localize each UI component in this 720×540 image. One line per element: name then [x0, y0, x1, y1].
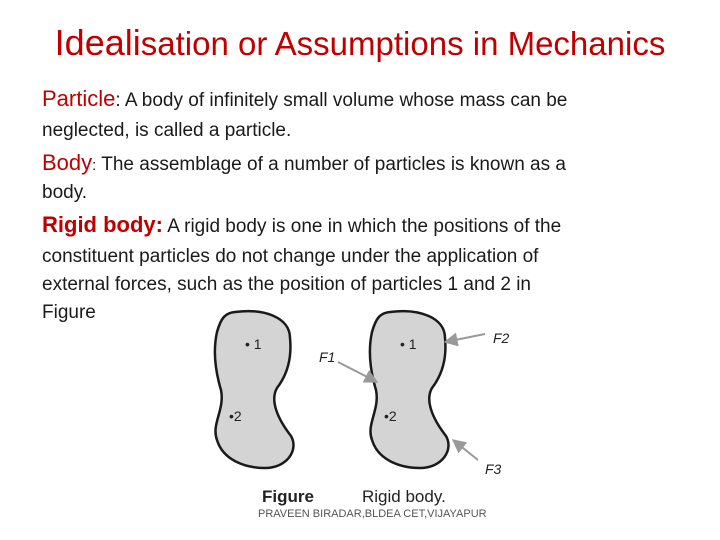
- rigid-body-figure: [195, 300, 525, 490]
- rigid-body-term: Rigid body:: [42, 212, 163, 237]
- force-f2-arrow: [445, 334, 485, 342]
- force-f2-label: F2: [493, 330, 510, 346]
- right-particle-2-label: •2: [384, 408, 397, 424]
- footer-credit: PRAVEEN BIRADAR,BLDEA CET,VIJAYAPUR: [258, 508, 487, 520]
- body-text-line1: The assemblage of a number of particles is known as a: [96, 154, 566, 175]
- rigid-body-text-line3: external forces, such as the position of particles 1 and 2 in: [42, 274, 531, 295]
- rigid-body-text-line2: constituent particles do not change under the application of: [42, 246, 539, 267]
- force-f3-arrow: [453, 440, 478, 460]
- rigid-body-definition: [42, 212, 682, 240]
- title-part-2: sation or Assumptions in Mechanics: [140, 25, 666, 62]
- body-term: Body: [42, 150, 93, 175]
- figure-caption-label: Figure: [262, 487, 314, 506]
- figure-caption-text: Rigid body.: [362, 487, 446, 506]
- body-colon: :: [92, 157, 97, 174]
- right-body-shape: [370, 311, 449, 468]
- slide-title: [0, 22, 720, 64]
- rigid-body-text-line4: Figure: [42, 302, 96, 323]
- body-definition: [42, 150, 682, 179]
- left-body-shape: [215, 311, 294, 468]
- body-text-line2: body.: [42, 182, 88, 203]
- particle-text-line2: neglected, is called a particle.: [42, 120, 292, 141]
- particle-colon: :: [115, 90, 121, 111]
- particle-definition: [42, 86, 682, 114]
- particle-term: Particle: [42, 86, 116, 111]
- rigid-body-text-line1: A rigid body is one in which the positions of the: [162, 216, 562, 237]
- left-particle-1-label: • 1: [245, 336, 262, 352]
- title-part-1: Ideali: [54, 22, 141, 63]
- force-f1-label: F1: [319, 349, 336, 365]
- right-particle-1-label: • 1: [400, 336, 417, 352]
- force-f3-label: F3: [485, 461, 502, 477]
- particle-text-line1: A body of infinitely small volume whose mass can be: [120, 90, 568, 111]
- left-particle-2-label: •2: [229, 408, 242, 424]
